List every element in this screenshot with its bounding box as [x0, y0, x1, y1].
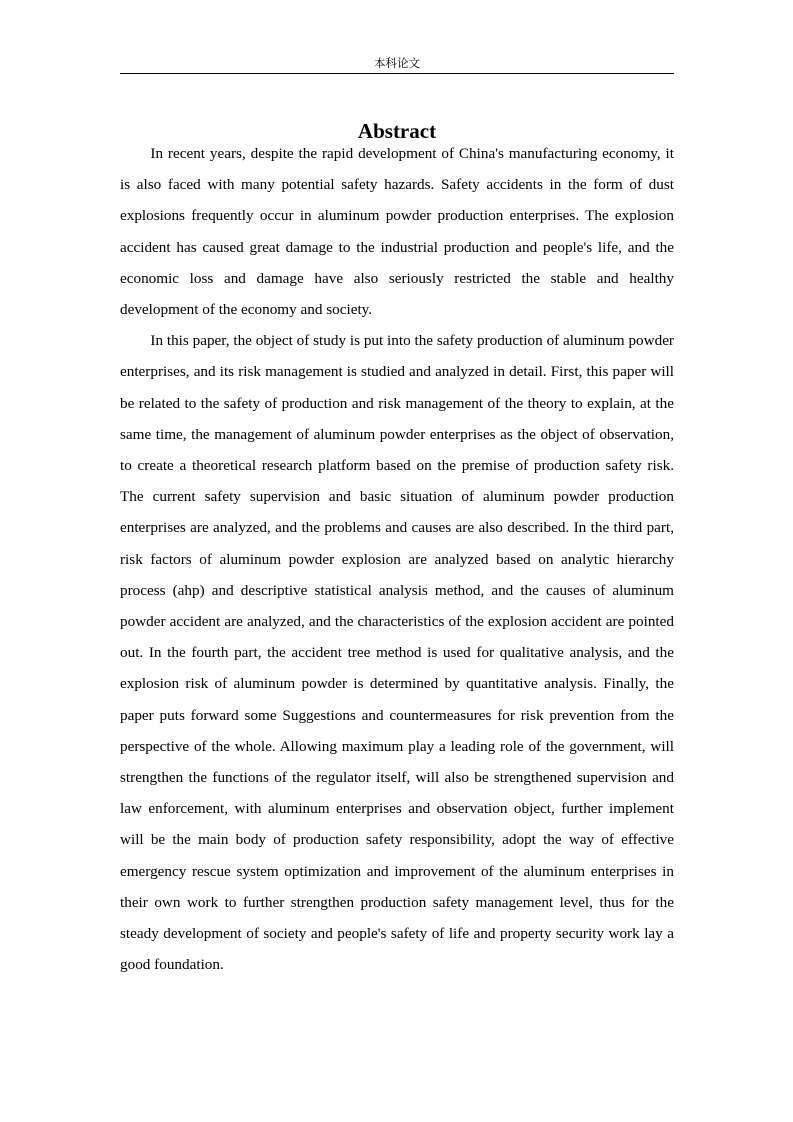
abstract-title: Abstract	[357, 119, 437, 144]
abstract-body	[120, 138, 674, 980]
header-rule	[120, 73, 674, 74]
abstract-paragraph-2: In this paper, the object of study is put into the safety production of aluminum powder enterprises, and its risk management is studied and analyzed in detail. First, this paper will be related to the safety of production and risk management of the theory to explain, at the same time, the management of aluminum powder enterprises as the object of observation, to create a theoretical research platform based on the premise of production safety risk. The current safety supervision and basic situation of aluminum powder production enterprises are analyzed, and the problems and causes are also described. In the third part, risk factors of aluminum powder explosion are analyzed based on analytic hierarchy process (ahp) and descriptive statistical analysis method, and the causes of aluminum powder accident are analyzed, and the characteristics of the explosion accident are pointed out. In the fourth part, the accident tree method is used for qualitative analysis, and the explosion risk of aluminum powder is determined by quantitative analysis. Finally, the paper puts forward some Suggestions and countermeasures for risk prevention from the perspective of the whole. Allowing maximum play a leading role of the government, will strengthen the functions of the regulator itself, will also be strengthened supervision and law enforcement, with aluminum enterprises and observation object, further implement will be the main body of production safety responsibility, adopt the way of effective emergency rescue system optimization and improvement of the aluminum enterprises in their own work to further strengthen production safety management level, thus for the steady development of society and people's safety of life and property security work lay a good foundation.	[120, 332, 674, 974]
abstract-paragraph-1: In recent years, despite the rapid development of China's manufacturing economy, it is also faced with many potential safety hazards. Safety accidents in the form of dust explosions frequently occur in aluminum powder production enterprises. The explosion accident has caused great damage to the industrial production and people's life, and the economic loss and damage have also seriously restricted the stable and healthy development of the economy and society.	[120, 145, 674, 319]
running-header: 本科论文	[374, 58, 420, 70]
